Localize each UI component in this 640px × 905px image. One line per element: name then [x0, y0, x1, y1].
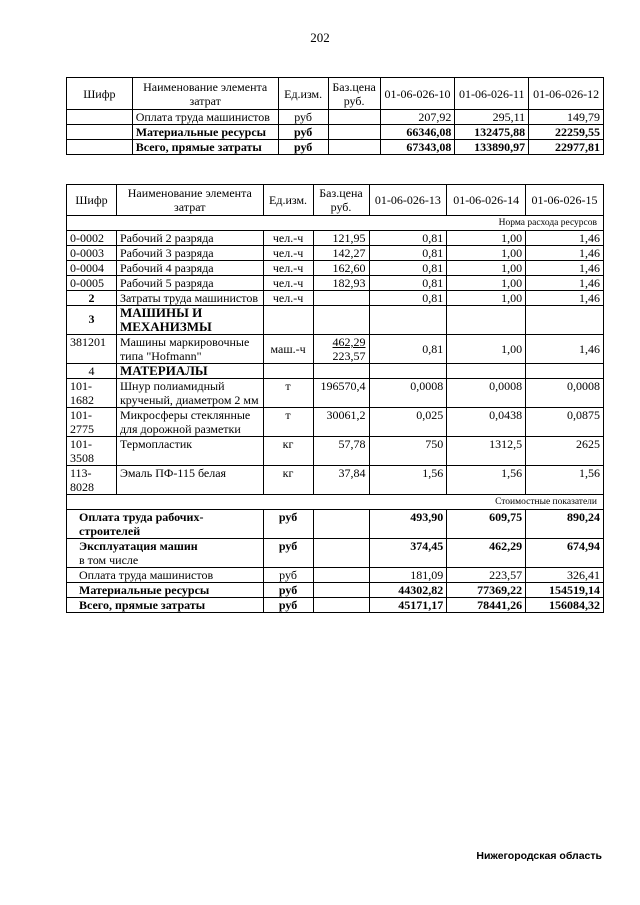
row-unit: т: [263, 379, 313, 408]
row-code: 101-3508: [67, 437, 117, 466]
header-col-11: 01-06-026-11: [455, 78, 529, 110]
header-col-14: 01-06-026-14: [447, 185, 526, 216]
row-code: 113-8028: [67, 466, 117, 495]
norm-label: Норма расхода ресурсов: [67, 216, 604, 231]
row-code: 101-1682: [67, 379, 117, 408]
row-value: 1,00: [447, 335, 526, 364]
total-unit: руб: [263, 583, 313, 598]
total-value: 609,75: [447, 510, 526, 539]
row-price: [313, 335, 369, 364]
row-price: 30061,2: [313, 408, 369, 437]
row-name: Микросферы стеклянные для дорожной разметки: [116, 408, 263, 437]
row-value: 2625: [526, 437, 604, 466]
total-unit: руб: [263, 568, 313, 583]
row-value: 1,00: [447, 276, 526, 291]
total-value: 674,94: [526, 539, 604, 568]
total-name: Оплата труда машинистов: [67, 568, 264, 583]
table-header-row: [67, 185, 604, 216]
row-code: 101-2775: [67, 408, 117, 437]
row-name: Рабочий 2 разряда: [116, 231, 263, 246]
row-value: 0,0008: [369, 379, 447, 408]
row-unit: кг: [263, 437, 313, 466]
total-row: [67, 598, 604, 613]
row-unit: руб: [278, 110, 328, 125]
row-name: Затраты труда машинистов: [116, 291, 263, 306]
summary-table-top: [66, 77, 604, 155]
machines-total-label: Эксплуатация машин: [79, 539, 198, 553]
total-unit: руб: [263, 539, 313, 568]
machine-price: 462,29: [332, 335, 366, 349]
row-value: 0,0008: [526, 379, 604, 408]
row-value: 750: [369, 437, 447, 466]
total-value: 156084,32: [526, 598, 604, 613]
row-value: 66346,08: [380, 125, 455, 140]
header-col-10: 01-06-026-10: [380, 78, 455, 110]
table-row: [67, 408, 604, 437]
row-code: 0-0003: [67, 246, 117, 261]
header-col-13: 01-06-026-13: [369, 185, 447, 216]
cost-label-row: [67, 495, 604, 510]
row-value: 0,81: [369, 335, 447, 364]
header-col-15: 01-06-026-15: [526, 185, 604, 216]
table-header-row: [67, 78, 604, 110]
header-price: Баз.цена руб.: [313, 185, 369, 216]
row-value: 1,56: [526, 466, 604, 495]
row-name: Рабочий 3 разряда: [116, 246, 263, 261]
header-unit: Ед.изм.: [263, 185, 313, 216]
row-value: 295,11: [455, 110, 529, 125]
total-value: 374,45: [369, 539, 447, 568]
total-value: 462,29: [447, 539, 526, 568]
table-row: [67, 379, 604, 408]
row-unit: кг: [263, 466, 313, 495]
row-price: 57,78: [313, 437, 369, 466]
row-value: 0,025: [369, 408, 447, 437]
header-price: Баз.цена руб.: [328, 78, 380, 110]
table-row: [67, 231, 604, 246]
row-value: 1,00: [447, 246, 526, 261]
total-value: 45171,17: [369, 598, 447, 613]
row-value: 149,79: [529, 110, 604, 125]
total-name: Оплата труда рабочих-строителей: [67, 510, 264, 539]
total-value: 326,41: [526, 568, 604, 583]
total-value: 181,09: [369, 568, 447, 583]
row-value: 0,81: [369, 261, 447, 276]
total-value: 223,57: [447, 568, 526, 583]
section-title: МАТЕРИАЛЫ: [116, 364, 263, 379]
row-code: 0-0004: [67, 261, 117, 276]
row-value: 207,92: [380, 110, 455, 125]
row-unit: чел.-ч: [263, 291, 313, 306]
section-title: МАШИНЫ И МЕХАНИЗМЫ: [116, 306, 263, 335]
row-name: Шнур полиамидный крученый, диаметром 2 мм: [116, 379, 263, 408]
row-value: 0,81: [369, 291, 447, 306]
row-unit: чел.-ч: [263, 246, 313, 261]
machinist-price: 223,57: [332, 349, 366, 363]
total-row: [67, 539, 604, 568]
table-row: [67, 261, 604, 276]
row-price: 121,95: [313, 231, 369, 246]
row-name: Рабочий 5 разряда: [116, 276, 263, 291]
header-code: Шифр: [67, 185, 117, 216]
section-row-materials: [67, 364, 604, 379]
row-value: 0,0438: [447, 408, 526, 437]
row-value: 1,00: [447, 291, 526, 306]
row-unit: чел.-ч: [263, 261, 313, 276]
row-price: 37,84: [313, 466, 369, 495]
row-unit: руб: [278, 125, 328, 140]
header-col-12: 01-06-026-12: [529, 78, 604, 110]
row-code: 0-0005: [67, 276, 117, 291]
total-name: Материальные ресурсы: [67, 583, 264, 598]
row-value: 0,81: [369, 231, 447, 246]
resource-table: [66, 184, 604, 613]
total-name: [67, 539, 264, 568]
table-row: [67, 110, 604, 125]
table-row: [67, 125, 604, 140]
row-value: 1,46: [526, 291, 604, 306]
row-code: 2: [67, 291, 117, 306]
row-name: Рабочий 4 разряда: [116, 261, 263, 276]
including-label: в том числе: [79, 553, 139, 567]
row-value: 1,46: [526, 261, 604, 276]
row-value: 132475,88: [455, 125, 529, 140]
cost-label: Стоимостные показатели: [67, 495, 604, 510]
row-value: 1,46: [526, 276, 604, 291]
row-unit: маш.-ч: [263, 335, 313, 364]
row-value: 1,56: [369, 466, 447, 495]
region-footer: Нижегородская область: [476, 850, 602, 862]
table-row: [67, 466, 604, 495]
row-price: 196570,4: [313, 379, 369, 408]
header-name: Наименование элемента затрат: [132, 78, 278, 110]
section-code: 4: [67, 364, 117, 379]
total-row: [67, 583, 604, 598]
row-value: 133890,97: [455, 140, 529, 155]
row-name: Термопластик: [116, 437, 263, 466]
row-value: 0,81: [369, 246, 447, 261]
table-row: [67, 335, 604, 364]
table-row: [67, 291, 604, 306]
total-row: [67, 568, 604, 583]
total-name: Всего, прямые затраты: [67, 598, 264, 613]
row-value: 1,56: [447, 466, 526, 495]
row-price: 142,27: [313, 246, 369, 261]
row-value: 1,00: [447, 261, 526, 276]
row-value: 1,46: [526, 246, 604, 261]
row-name: Оплата труда машинистов: [132, 110, 278, 125]
total-row: [67, 510, 604, 539]
row-value: 67343,08: [380, 140, 455, 155]
row-code: 0-0002: [67, 231, 117, 246]
row-value: 0,81: [369, 276, 447, 291]
row-unit: чел.-ч: [263, 276, 313, 291]
row-price: 182,93: [313, 276, 369, 291]
row-unit: руб: [278, 140, 328, 155]
total-value: 78441,26: [447, 598, 526, 613]
row-name: Всего, прямые затраты: [132, 140, 278, 155]
page-number: 202: [310, 30, 330, 45]
row-unit: т: [263, 408, 313, 437]
row-value: 22977,81: [529, 140, 604, 155]
total-unit: руб: [263, 510, 313, 539]
header-unit: Ед.изм.: [278, 78, 328, 110]
row-name: Эмаль ПФ-115 белая: [116, 466, 263, 495]
row-value: 1,46: [526, 335, 604, 364]
row-name: Материальные ресурсы: [132, 125, 278, 140]
header-code: Шифр: [67, 78, 133, 110]
total-value: 77369,22: [447, 583, 526, 598]
table-row: [67, 276, 604, 291]
table-row: [67, 437, 604, 466]
total-value: 493,90: [369, 510, 447, 539]
row-value: 0,0875: [526, 408, 604, 437]
section-row-machines: [67, 306, 604, 335]
header-name: Наименование элемента затрат: [116, 185, 263, 216]
row-value: 22259,55: [529, 125, 604, 140]
total-unit: руб: [263, 598, 313, 613]
table-row: [67, 246, 604, 261]
row-value: 1,46: [526, 231, 604, 246]
row-unit: чел.-ч: [263, 231, 313, 246]
row-value: 1,00: [447, 231, 526, 246]
total-value: 154519,14: [526, 583, 604, 598]
row-name: Машины маркировочные типа "Hofmann": [116, 335, 263, 364]
section-code: 3: [67, 306, 117, 335]
total-value: 890,24: [526, 510, 604, 539]
row-code: 381201: [67, 335, 117, 364]
row-value: 1312,5: [447, 437, 526, 466]
row-value: 0,0008: [447, 379, 526, 408]
row-price: 162,60: [313, 261, 369, 276]
table-row: [67, 140, 604, 155]
norm-label-row: [67, 216, 604, 231]
total-value: 44302,82: [369, 583, 447, 598]
